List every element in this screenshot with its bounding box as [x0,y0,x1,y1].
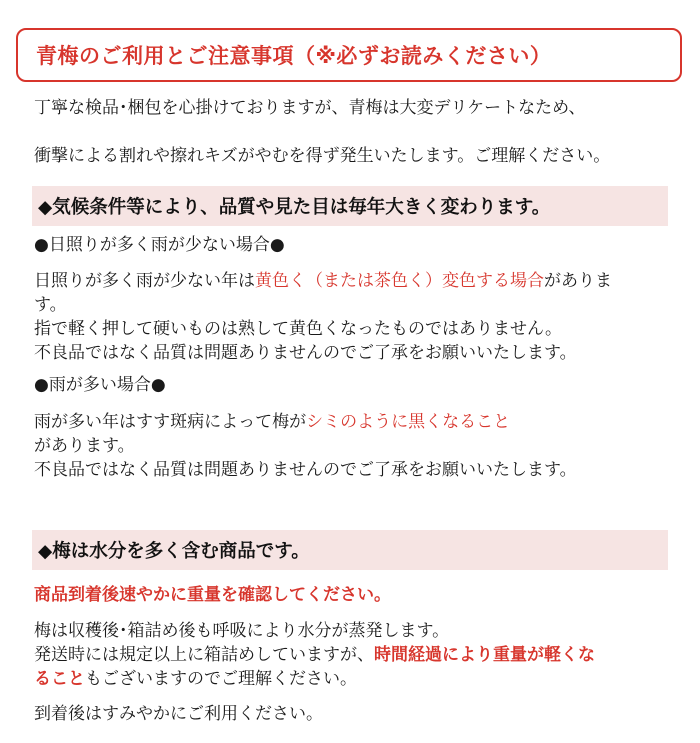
page-title: 青梅のご利用とご注意事項（※必ずお読みください） [36,44,552,68]
water-alert: 商品到着後速やかに重量を確認してください。 [34,585,391,605]
water-line-3 [34,668,357,690]
water-line-4: 到着後はすみやかにご利用ください。 [34,704,323,724]
rainy-line-3: 不良品ではなく品質は問題ありませんのでご了承をお願いいたします。 [34,460,577,480]
intro-line-1: 丁寧な検品･梱包を心掛けておりますが、青梅は大変デリケートなため、 [34,98,586,118]
title-box [16,28,682,82]
water-heading: ◆梅は水分を多く含む商品です。 [38,541,310,562]
rainy-line-1 [34,411,510,433]
sunny-line-4: 不良品ではなく品質は問題ありませんのでご了承をお願いいたします。 [34,343,577,363]
water-line-1: 梅は収穫後･箱詰め後も呼吸により水分が蒸発します。 [34,621,450,641]
climate-heading: ◆気候条件等により、品質や見た目は毎年大きく変わります。 [38,197,551,218]
rainy-line-2: があります。 [34,436,135,456]
sunny-line-1-tail: がありま [544,271,612,291]
sunny-subheading: ●日照りが多く雨が少ない場合● [34,235,285,255]
sunny-line-1-highlight: 黄色く（または茶色く）変色する場合 [255,271,544,291]
sunny-line-3: 指で軽く押して硬いものは熟して黄色くなったものではありません。 [34,319,563,339]
rainy-line-1-text: 雨が多い年はすす斑病によって梅が [34,412,307,432]
rainy-line-1-highlight: シミのように黒くなること [306,412,511,432]
sunny-line-1-text: 日照りが多く雨が少ない年は [34,271,255,291]
intro-line-2: 衝撃による割れや擦れキズがやむを得ず発生いたします。ご理解ください。 [34,146,611,166]
sunny-line-2: す。 [34,295,67,315]
water-line-3-highlight: ること [34,669,85,689]
water-line-3-text: もございますのでご理解ください。 [85,669,357,689]
water-line-2-text: 発送時には規定以上に箱詰めしていますが、 [34,645,374,665]
climate-heading-band [32,186,668,226]
water-heading-band [32,530,668,570]
water-line-2 [34,644,595,666]
sunny-line-1 [34,270,612,292]
rainy-subheading: ●雨が多い場合● [34,375,166,395]
water-line-2-highlight: 時間経過により重量が軽くな [374,645,595,665]
